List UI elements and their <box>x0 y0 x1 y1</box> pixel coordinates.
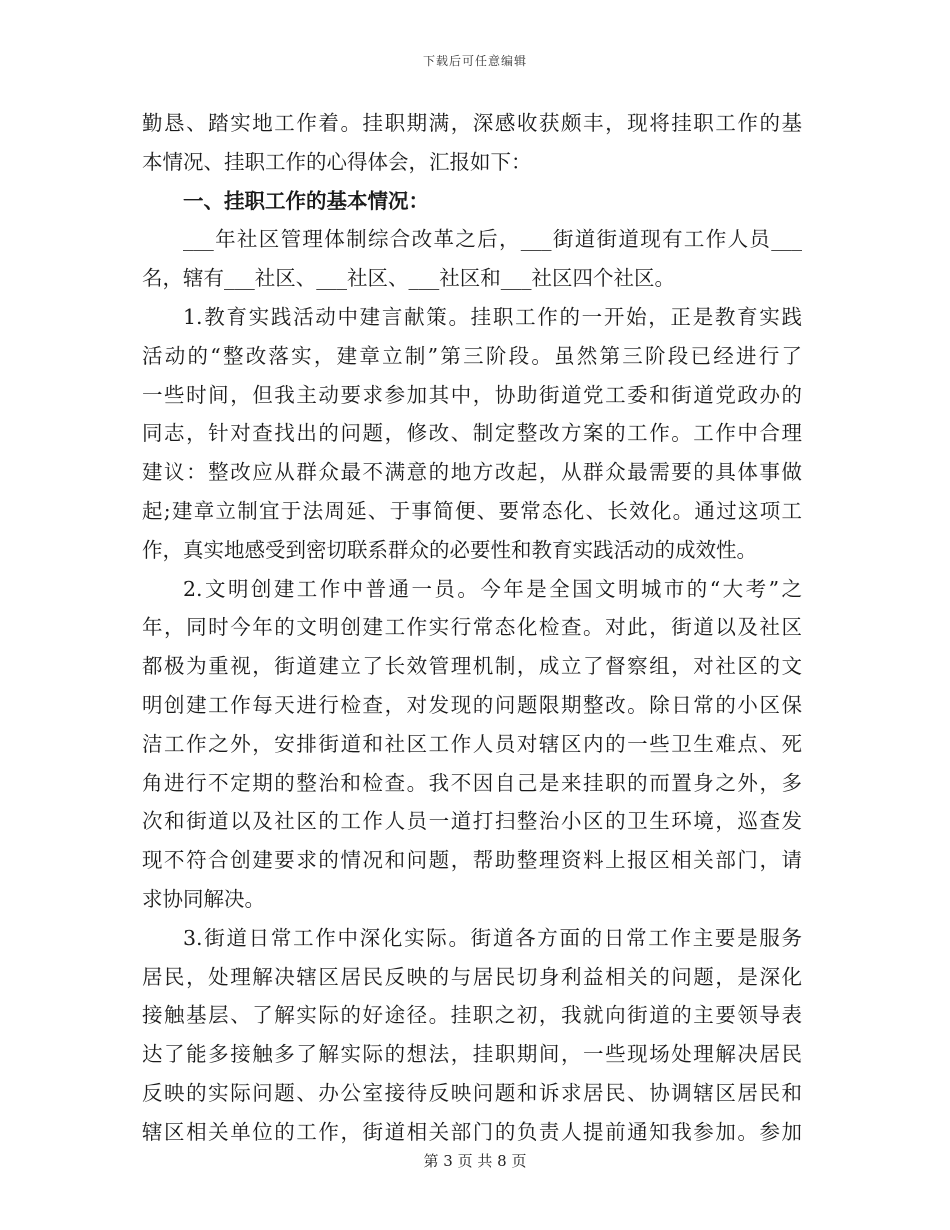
body-text-line: 都极为重视，街道建立了长效管理机制，成立了督察组，对社区的文 <box>142 654 802 679</box>
body-text-line: 角进行不定期的整治和检查。我不因自己是来挂职的而置身之外，多 <box>142 770 802 795</box>
body-text-line: 1.教育实践活动中建言献策。挂职工作的一开始，正是教育实践 <box>183 304 802 329</box>
body-text-line: 辖区相关单位的工作，街道相关部门的负责人提前通知我参加。参加 <box>142 1119 802 1144</box>
body-text-line: 3.街道日常工作中深化实际。街道各方面的日常工作主要是服务 <box>183 925 802 950</box>
body-text-line: 洁工作之外，安排街道和社区工作人员对辖区内的一些卫生难点、死 <box>142 731 802 756</box>
body-text-line: 明创建工作每天进行检查，对发现的问题限期整改。除日常的小区保 <box>142 692 802 717</box>
section-heading: 一、挂职工作的基本情况： <box>183 188 429 213</box>
document-body <box>142 104 802 1152</box>
body-text-line: 接触基层、了解实际的好途径。挂职之初，我就向街道的主要领导表 <box>142 1003 802 1028</box>
body-text-line: 同志，针对查找出的问题，修改、制定整改方案的工作。工作中合理 <box>142 421 802 446</box>
body-text-line: 求协同解决。 <box>142 886 265 911</box>
body-text-line: 年，同时今年的文明创建工作实行常态化检查。对此，街道以及社区 <box>142 615 802 640</box>
page-number-footer: 第 3 页 共 8 页 <box>423 1152 527 1170</box>
body-text-line: ___年社区管理体制综合改革之后，___街道街道现有工作人员___ <box>183 227 802 252</box>
body-text-line: 建议：整改应从群众最不满意的地方改起，从群众最需要的具体事做 <box>142 460 802 485</box>
body-text-line: 勤恳、踏实地工作着。挂职期满，深感收获颇丰，现将挂职工作的基 <box>142 111 802 135</box>
body-text-line: 活动的“整改落实，建章立制”第三阶段。虽然第三阶段已经进行了 <box>142 343 802 368</box>
body-text-line: 反映的实际问题、办公室接待反映问题和诉求居民、协调辖区居民和 <box>142 1080 802 1105</box>
body-text-line: 一些时间，但我主动要求参加其中，协助街道党工委和街道党政办的 <box>142 382 802 407</box>
body-text-line: 作，真实地感受到密切联系群众的必要性和教育实践活动的成效性。 <box>142 537 757 562</box>
page-header-note: 下载后可任意编辑 <box>422 54 527 68</box>
body-text-line: 达了能多接触多了解实际的想法，挂职期间，一些现场处理解决居民 <box>142 1042 802 1067</box>
body-text-line: 次和街道以及社区的工作人员一道打扫整治小区的卫生环境，巡查发 <box>142 809 802 834</box>
body-text-line: 2.文明创建工作中普通一员。今年是全国文明城市的“大考”之 <box>183 576 802 601</box>
body-text-line: 现不符合创建要求的情况和问题，帮助整理资料上报区相关部门，请 <box>142 848 802 873</box>
body-text-line: 起;建章立制宜于法周延、于事简便、要常态化、长效化。通过这项工 <box>142 498 802 523</box>
body-text-line: 本情况、挂职工作的心得体会，汇报如下： <box>142 149 532 174</box>
body-text-line: 名，辖有___社区、___社区、___社区和___社区四个社区。 <box>142 266 675 291</box>
body-text-line: 居民，处理解决辖区居民反映的与居民切身利益相关的问题，是深化 <box>142 964 802 989</box>
